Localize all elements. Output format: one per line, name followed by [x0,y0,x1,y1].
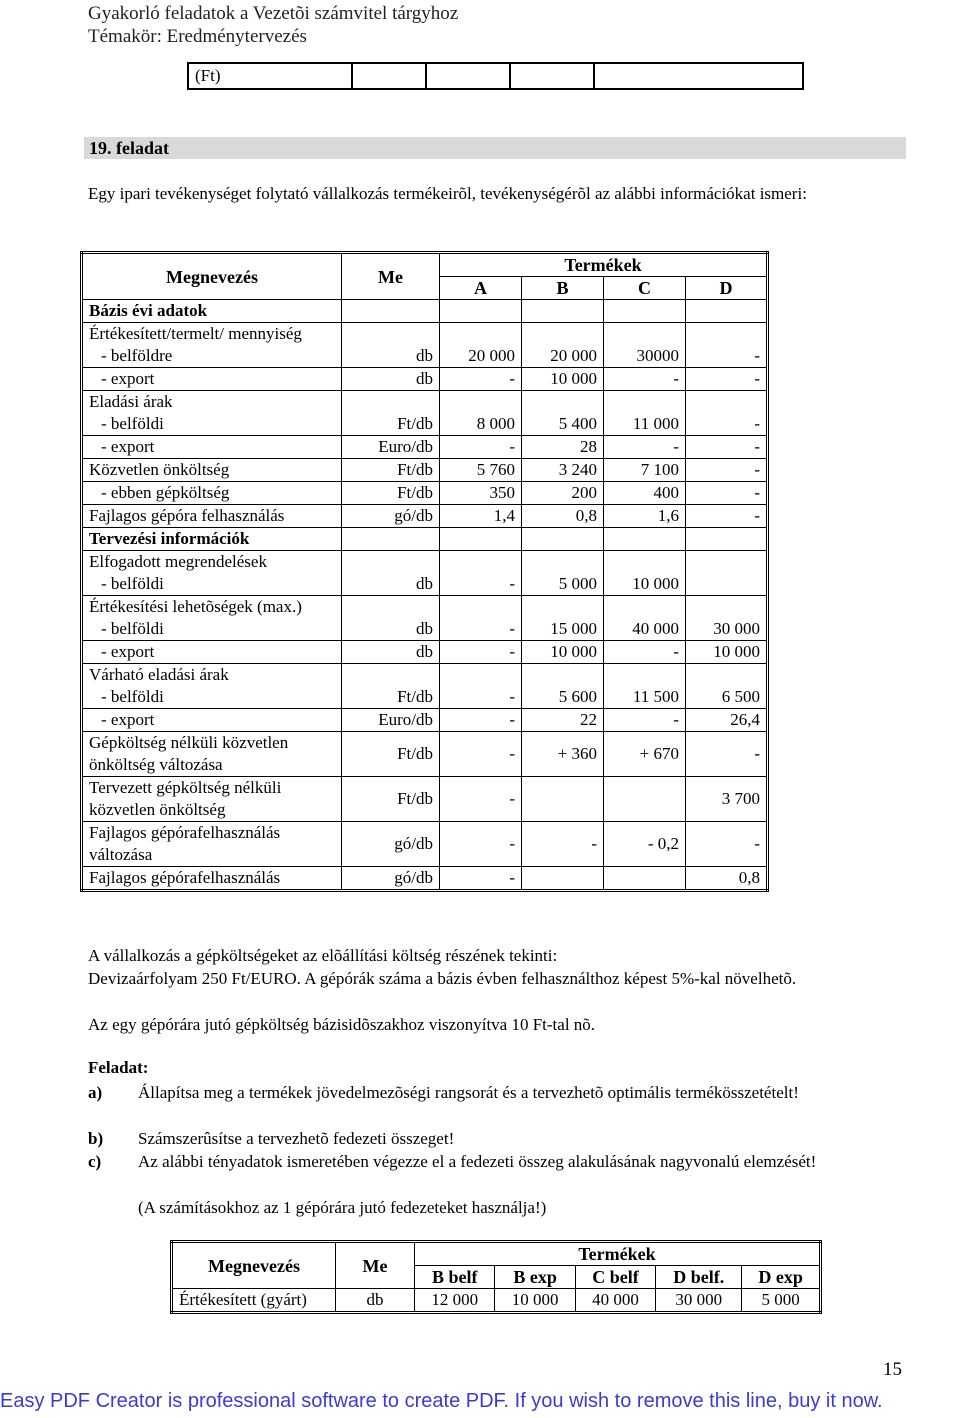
value-cell: - [440,618,522,641]
task-b-text: Számszerûsítse a tervezhetõ fedezeti összeget! [138,1129,455,1148]
value-cell [604,777,686,822]
value-cell [522,777,604,822]
row-unit: db [342,368,440,391]
col-header-unit: Me [342,253,440,300]
row-unit [342,391,440,414]
col-header-c: C [604,277,686,300]
task-c-text: Az alábbi tényadatok ismeretében végezze el a fedezeti összeg alakulásának nagyvonalú elemzését! [138,1152,817,1171]
col-header-d: D [686,277,768,300]
value-cell: - [686,732,768,777]
row-unit: gó/db [342,822,440,867]
value-cell: - [440,822,522,867]
value-cell: 28 [522,436,604,459]
row-unit: gó/db [342,505,440,528]
row-label: - belföldi [82,573,342,596]
value-cell [686,573,768,596]
table-row [82,777,768,822]
table-row [82,436,768,459]
value-cell [604,300,686,323]
row-label: - export [82,641,342,664]
value-cell [522,664,604,687]
row-label: Tervezett gépköltség nélküli közvetlen önköltség [82,777,342,822]
value-cell: 10 000 [604,573,686,596]
value-cell: - [686,822,768,867]
table-row [82,618,768,641]
row-unit: Euro/db [342,709,440,732]
bt-cell: 12 000 [415,1289,495,1313]
value-cell: 7 100 [604,459,686,482]
value-cell [604,867,686,891]
row-label: - export [82,709,342,732]
value-cell [522,551,604,574]
row-label: - belföldre [82,345,342,368]
task-title: 19. feladat [84,137,906,159]
table-row [82,732,768,777]
row-unit: Ft/db [342,413,440,436]
value-cell: + 360 [522,732,604,777]
table-row [82,368,768,391]
table-row [82,867,768,891]
row-unit: db [342,573,440,596]
col-header-products: Termékek [440,253,768,277]
row-unit: db [342,345,440,368]
value-cell [686,596,768,619]
value-cell [686,551,768,574]
header-topic: Témakör: Eredménytervezés [88,26,307,47]
value-cell [440,300,522,323]
bt-row-label: Értékesített (gyárt) [172,1289,336,1313]
value-cell: 0,8 [522,505,604,528]
table-row [82,551,768,574]
value-cell [686,391,768,414]
task-a-text: Állapítsa meg a termékek jövedelmezõségi rangsorát és a tervezhetõ optimális termékösszetételt! [138,1083,799,1102]
value-cell: - [686,413,768,436]
row-label: - export [82,368,342,391]
row-label: Tervezési információk [82,528,342,551]
row-unit: Ft/db [342,686,440,709]
row-unit: Ft/db [342,777,440,822]
value-cell: 5 600 [522,686,604,709]
bt-cell: 5 000 [742,1289,821,1313]
row-unit [342,300,440,323]
value-cell [686,664,768,687]
value-cell: + 670 [604,732,686,777]
value-cell [604,528,686,551]
value-cell: - 0,2 [604,822,686,867]
value-cell [522,391,604,414]
value-cell: 15 000 [522,618,604,641]
row-unit: db [342,641,440,664]
value-cell [440,391,522,414]
row-label: Eladási árak [82,391,342,414]
value-cell: 5 000 [522,573,604,596]
bt-cell: 30 000 [656,1289,742,1313]
table-row [82,528,768,551]
table-row [82,596,768,619]
value-cell: 30000 [604,345,686,368]
value-cell [522,300,604,323]
task-b [88,1127,903,1150]
col-header-a: A [440,277,522,300]
bt-header-name: Megnevezés [172,1242,336,1289]
value-cell [604,323,686,346]
value-cell: 3 240 [522,459,604,482]
tasks-title: Feladat: [88,1058,149,1077]
table-row [82,709,768,732]
value-cell: - [522,822,604,867]
bt-header-unit: Me [336,1242,415,1289]
header-table [187,62,804,90]
value-cell: - [440,573,522,596]
table-row [82,300,768,323]
table-row [82,573,768,596]
table-row [82,505,768,528]
row-unit: Ft/db [342,482,440,505]
value-cell [604,596,686,619]
table-row [82,822,768,867]
task-c [88,1150,903,1219]
row-unit: Ft/db [342,732,440,777]
value-cell [686,300,768,323]
bt-col-c-belf: C belf [575,1266,655,1289]
row-unit [342,551,440,574]
value-cell: 400 [604,482,686,505]
value-cell: 1,6 [604,505,686,528]
table-row [82,413,768,436]
task-a [88,1081,903,1127]
row-label: Fajlagos gépórafelhasználás változása [82,822,342,867]
row-unit: Ft/db [342,459,440,482]
row-unit: db [342,618,440,641]
task-b-label: b) [88,1129,104,1148]
row-label: Értékesített/termelt/ mennyiség [82,323,342,346]
note-1: A vállalkozás a gépköltségeket az elõállítási költség részének tekinti: [88,946,558,965]
value-cell: - [440,867,522,891]
table-row [82,345,768,368]
row-label: Gépköltség nélküli közvetlen önköltség változása [82,732,342,777]
row-label: Fajlagos gépórafelhasználás [82,867,342,891]
value-cell: - [440,436,522,459]
value-cell: 20 000 [440,345,522,368]
row-label: - belföldi [82,686,342,709]
ft-cell: (Ft) [188,63,352,89]
value-cell: - [440,732,522,777]
row-label: Várható eladási árak [82,664,342,687]
value-cell: 200 [522,482,604,505]
value-cell [440,528,522,551]
value-cell: - [686,482,768,505]
table-row [82,459,768,482]
value-cell [440,323,522,346]
value-cell [604,664,686,687]
value-cell [522,596,604,619]
value-cell: 0,8 [686,867,768,891]
task-c-label: c) [88,1152,102,1171]
row-label: - belföldi [82,413,342,436]
intro-text: Egy ipari tevékenységet folytató vállalkozás termékeirõl, tevékenységérõl az alábbi információkat ismeri: [88,184,807,203]
value-cell: 10 000 [522,641,604,664]
value-cell: - [440,709,522,732]
row-label: Fajlagos gépóra felhasználás [82,505,342,528]
bt-cell: 40 000 [575,1289,655,1313]
value-cell: - [686,505,768,528]
table-row [82,686,768,709]
value-cell: 10 000 [522,368,604,391]
row-unit [342,596,440,619]
value-cell: 26,4 [686,709,768,732]
value-cell: 40 000 [604,618,686,641]
page-number: 15 [883,1359,902,1380]
pdf-creator-footer: Easy PDF Creator is professional software to create PDF. If you wish to remove this line, buy it now. [0,1390,883,1412]
row-unit [342,528,440,551]
header-subject: Gyakorló feladatok a Vezetõi számvitel tárgyhoz [88,3,459,24]
value-cell: 11 000 [604,413,686,436]
task-c-note: (A számításokhoz az 1 gépórára jutó fedezeteket használja!) [138,1198,547,1217]
row-label: Elfogadott megrendelések [82,551,342,574]
table-row [82,323,768,346]
row-label: Bázis évi adatok [82,300,342,323]
row-unit [342,323,440,346]
value-cell: - [440,641,522,664]
task-a-label: a) [88,1083,103,1102]
value-cell: 30 000 [686,618,768,641]
table-row [82,664,768,687]
value-cell: 11 500 [604,686,686,709]
row-unit: Euro/db [342,436,440,459]
value-cell [604,551,686,574]
bt-col-d-belf: D belf. [656,1266,742,1289]
value-cell: - [604,368,686,391]
value-cell: 5 760 [440,459,522,482]
row-unit: gó/db [342,867,440,891]
actual-data-table [170,1240,822,1314]
value-cell: 350 [440,482,522,505]
value-cell: 1,4 [440,505,522,528]
value-cell: - [604,436,686,459]
value-cell: - [440,777,522,822]
value-cell [440,551,522,574]
value-cell [522,528,604,551]
value-cell: 3 700 [686,777,768,822]
bt-col-b-exp: B exp [495,1266,575,1289]
value-cell [604,391,686,414]
value-cell: 6 500 [686,686,768,709]
value-cell [522,323,604,346]
bt-header-products: Termékek [415,1242,821,1266]
value-cell: - [686,436,768,459]
bt-col-b-belf: B belf [415,1266,495,1289]
bt-row-unit: db [336,1289,415,1313]
value-cell: - [604,709,686,732]
table-row [82,641,768,664]
note-3: Az egy gépórára jutó gépköltség bázisidõszakhoz viszonyítva 10 Ft-tal nõ. [88,1015,596,1034]
value-cell: 22 [522,709,604,732]
value-cell [522,867,604,891]
value-cell [686,323,768,346]
row-unit [342,664,440,687]
main-data-table [80,251,769,892]
row-label: - export [82,436,342,459]
row-label: Közvetlen önköltség [82,459,342,482]
col-header-b: B [522,277,604,300]
bt-cell: 10 000 [495,1289,575,1313]
bt-col-d-exp: D exp [742,1266,821,1289]
value-cell: - [686,459,768,482]
row-label: Értékesítési lehetõségek (max.) [82,596,342,619]
value-cell [440,664,522,687]
value-cell: - [440,686,522,709]
value-cell: 20 000 [522,345,604,368]
value-cell: - [440,368,522,391]
row-label: - ebben gépköltség [82,482,342,505]
value-cell [686,528,768,551]
col-header-name: Megnevezés [82,253,342,300]
value-cell: - [686,345,768,368]
value-cell: - [604,641,686,664]
row-label: - belföldi [82,618,342,641]
note-2: Devizaárfolyam 250 Ft/EURO. A gépórák száma a bázis évben felhasználthoz képest 5%-kal növelhetõ. [88,969,797,988]
value-cell: - [686,368,768,391]
value-cell: 5 400 [522,413,604,436]
value-cell [440,596,522,619]
table-row [82,391,768,414]
value-cell: 10 000 [686,641,768,664]
value-cell: 8 000 [440,413,522,436]
table-row [82,482,768,505]
